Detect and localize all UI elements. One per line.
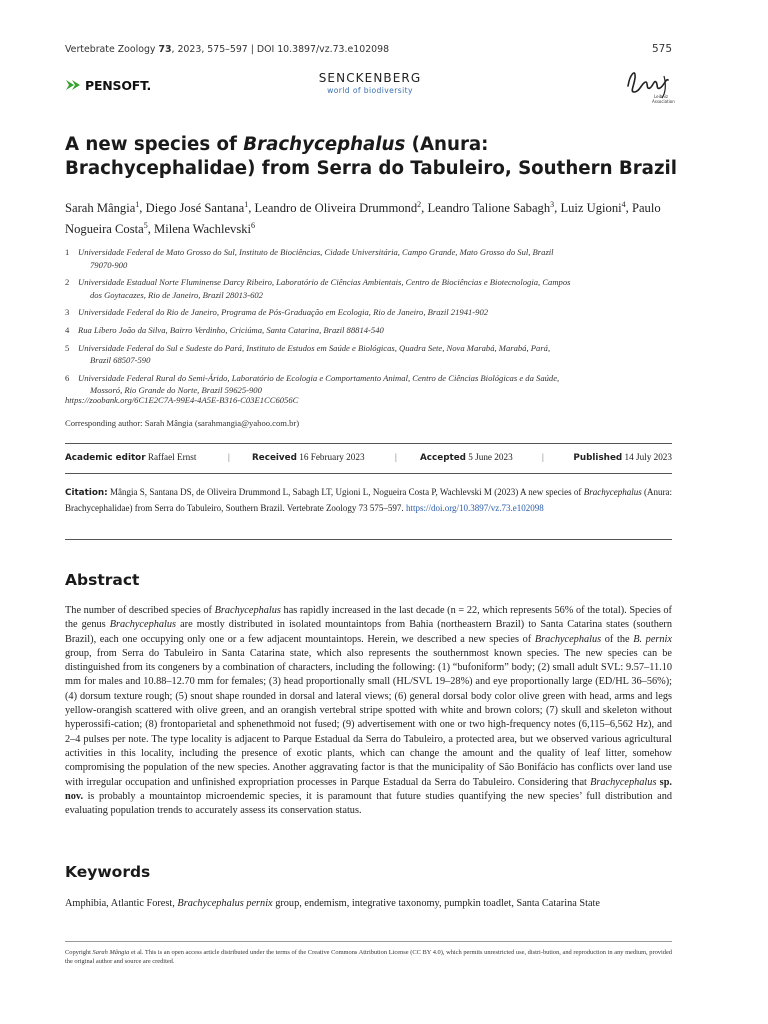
copyright-notice: Copyright Sarah Mângia et al. This is an open access article distributed under the terms of the Creative Commons Attribution License (CC BY 4.0), which permits unrestricted use, distri-bution, and reproduction in any medium, provided the original author and source are credited. — [65, 949, 672, 965]
author-affiliation-ref: 2 — [417, 200, 422, 209]
senckenberg-logo[interactable] — [300, 71, 440, 95]
volume-number: 73 — [158, 44, 172, 55]
affiliation-text: Rua Líbero João da Silva, Bairro Verdinho, Criciúma, Santa Catarina, Brazil 88814-540 — [78, 324, 384, 335]
affiliation-text: Universidade Federal Rural do Semi-Árido, Laboratório de Ecologia e Comportamento Animal, Centro de Ciências Biológicas e da Saúde, — [78, 372, 560, 383]
keywords-text — [65, 897, 672, 911]
affiliation-text-cont: Mossoró, Rio Grande do Norte, Brazil 59625-900 — [90, 385, 262, 396]
editorial-dates — [65, 452, 672, 466]
affiliation-item — [65, 246, 677, 271]
separator: | — [395, 452, 397, 462]
pensoft-arrow-icon — [65, 77, 83, 93]
keywords-heading: Keywords — [65, 863, 151, 881]
text-run: are mostly distributed in isolated mountaintops from Bahia (northeastern Brazil) to Santa Catarina states (southern Brazil), each one occupying only one or a few adjacent mountaintops. Herein, we described a new species of — [65, 619, 672, 645]
affiliation-item — [65, 276, 677, 301]
text-run: has rapidly increased in the last decade (n = 22, which represents 56% of the total). Species of the genus — [65, 605, 672, 631]
affiliation-number: 6 — [65, 372, 70, 383]
senckenberg-wordmark: SENCKENBERG — [318, 71, 422, 85]
author-affiliation-ref: 1 — [244, 200, 249, 209]
senckenberg-tagline: world of biodiversity — [327, 86, 413, 95]
affiliation-text-cont: 79070-900 — [90, 259, 128, 270]
academic-editor: Academic editor Raffael Ernst — [65, 452, 197, 463]
citation-block: Citation: Mângia S, Santana DS, de Oliveira Drummond L, Sabagh LT, Ugioni L, Nogueira Costa P, Wachlevski M (2023) A new species of Brachycephalus (Anura: Brachycephalidae) from Serra do Tabuleiro, Southern Brazil. Vertebrate Zoology 73 575–597. https://doi.org/10.3897/vz.73.e102098 — [65, 487, 672, 514]
text-run: group, endemism, integrative taxonomy, pumpkin toadlet, Santa Catarina State — [272, 898, 600, 909]
doi-link[interactable]: https://doi.org/10.3897/vz.73.e102098 — [405, 503, 544, 514]
leibniz-signature-icon — [620, 64, 676, 106]
author-affiliation-ref: 6 — [251, 221, 256, 231]
bold-term: sp. nov. — [65, 776, 672, 802]
author-affiliation-ref: 5 — [143, 221, 148, 231]
affiliation-list — [65, 246, 677, 402]
affiliation-text-cont: Brazil 68507-590 — [90, 355, 151, 366]
corresponding-author: Corresponding author: Sarah Mângia (sarahmangia@yahoo.com.br) — [65, 418, 300, 428]
taxon-name: Brachycephalus pernix — [177, 898, 273, 909]
affiliation-number: 1 — [65, 247, 70, 257]
doi-info: , 2023, 575–597 | DOI 10.3897/vz.73.e102098 — [171, 44, 390, 55]
citation-label: Citation: — [65, 488, 108, 498]
author-name: Leandro Talione Sabagh — [427, 201, 551, 216]
separator: | — [228, 452, 230, 462]
abstract-heading: Abstract — [65, 571, 140, 589]
affiliation-text: Universidade Federal do Rio de Janeiro, Programa de Pós-Graduação em Ecologia, Rio de Janeiro, Brazil 21941-902 — [78, 307, 489, 318]
published-date: Published 14 July 2023 — [573, 452, 672, 463]
text-run: of the — [601, 633, 634, 645]
journal-name: Vertebrate Zoology — [65, 44, 156, 55]
author-affiliation-ref: 4 — [621, 200, 626, 209]
separator: | — [542, 452, 544, 462]
affiliation-item — [65, 342, 677, 367]
affiliation-text-cont: dos Goytacazes, Rio de Janeiro, Brazil 28013-602 — [90, 289, 263, 300]
author-name: Paulo Nogueira Costa — [65, 201, 661, 237]
author-name: Leandro de Oliveira Drummond — [254, 201, 418, 216]
leibniz-logo[interactable] — [620, 64, 676, 106]
pensoft-wordmark: PENSOFT. — [85, 77, 152, 93]
affiliation-number: 4 — [65, 324, 70, 335]
taxon-name: Brachycephalus — [109, 619, 177, 631]
text-run: Amphibia, Atlantic Forest, — [65, 898, 178, 909]
text-run: The number of described species of — [65, 605, 215, 616]
page-number: 575 — [651, 43, 672, 55]
copyright-author: Sarah Mângia — [92, 949, 130, 956]
svg-text:Leibniz: Leibniz — [654, 94, 669, 99]
affiliation-item — [65, 306, 677, 319]
affiliation-number: 5 — [65, 342, 70, 353]
author-name: Milena Wachlevski — [154, 222, 252, 237]
author-name: Luiz Ugioni — [560, 201, 622, 216]
affiliation-item — [65, 324, 677, 337]
author-affiliation-ref: 3 — [550, 200, 555, 209]
pensoft-logo[interactable] — [65, 76, 151, 94]
running-header — [65, 44, 672, 58]
text-run: group, from Serra do Tabuleiro in Santa Catarina state, which also represents the southernmost known species. The new species can be distinguished from its congeners by a combination of characters, including the following: (1) “bufoniform” body; (2) small adult SVL: 9.57–11.10 mm for males and 10.88–12.70 mm for females; (3) head proportionally small (HL/SVL 19–28%) and eye proportionally large (ED/HL 36–56%); (4) dorsum texture rough; (5) snout shape rounded in dorsal and lateral views; (6) general dorsal body color olive green with head, arms and legs yellow-orangish scattered with olive green, and an orangish vertebral stripe spotted with white and brown colors; (7) skull and skeleton without hyperossifi-cation; (8) frontoparietal and sphenethmoid not fused; (9) advertisement with one or two high-frequency notes (6,115–6,562 Hz), and 2–4 pulses per note. The type locality is adjacent to Parque Estadual da Serra do Tabuleiro, a protected area, but we observed various agricultural activities in this locality, including the presence of exotic plants, which can change the amount and the quality of leaf litter, somehow compromising the population of the new species. Another aggravating factor is that the municipality of São Bonifácio has conflicts over land use with irregular occupation and unfinished expropriation processes in Parque Estadual da Serra do Tabuleiro. Considering that — [65, 647, 672, 788]
title-genus: Brachycephalus — [243, 134, 406, 155]
divider-bottom — [65, 539, 672, 540]
taxon-name: Brachycephalus — [590, 776, 657, 788]
footer-divider — [65, 941, 672, 942]
affiliation-text: Universidade Estadual Norte Fluminense Darcy Ribeiro, Laboratório de Ciências Ambientais, Centro de Biociências e Biotecnologia, Campos — [78, 277, 571, 288]
divider-top — [65, 443, 672, 444]
author-name: Sarah Mângia — [65, 201, 136, 216]
affiliation-text: Universidade Federal do Sul e Sudeste do Pará, Instituto de Estudos em Saúde e Biológicas, Quadra Sete, Nova Marabá, Marabá, Pará, — [78, 342, 551, 353]
affiliation-text: Universidade Federal de Mato Grosso do Sul, Instituto de Biociências, Cidade Universitária, Campo Grande, Mato Grosso do Sul, Brazil — [78, 247, 554, 257]
taxon-name: Brachycephalus — [534, 633, 602, 645]
citation-genus: Brachycephalus — [583, 487, 642, 497]
taxon-name: B. pernix — [633, 633, 672, 645]
received-date: Received 16 February 2023 — [252, 452, 365, 463]
author-affiliation-ref: 1 — [135, 200, 140, 209]
article-title: A new species of Brachycephalus (Anura: Brachycephalidae) from Serra do Tabuleiro, Southern Brazil — [65, 134, 678, 179]
divider-mid — [65, 473, 672, 474]
accepted-date: Accepted 5 June 2023 — [420, 452, 513, 463]
author-name: Diego José Santana — [145, 201, 245, 216]
abstract-text — [65, 604, 672, 818]
affiliation-number: 3 — [65, 307, 70, 318]
affiliation-item — [65, 372, 677, 397]
zoobank-link[interactable]: https://zoobank.org/6C1E2C7A-99E4-4A5E-B316-C03E1CC6056C — [65, 395, 299, 405]
svg-text:Association: Association — [652, 99, 675, 104]
affiliation-number: 2 — [65, 277, 70, 288]
taxon-name: Brachycephalus — [214, 605, 281, 616]
text-run: is probably a mountaintop microendemic species, it is paramount that future studies quantifying the new species’ full distribution and evaluating population trends to accurately assess its conservation status. — [65, 790, 672, 817]
author-list: Sarah Mângia$^1$, Diego José Santana$^1$, Leandro de Oliveira Drummond$^2$, Leandro Talione Sabagh$^3$, Luiz Ugioni$^4$, Paulo Nogueira Costa$^5$, Milena Wachlevski$^6$ — [65, 200, 661, 237]
